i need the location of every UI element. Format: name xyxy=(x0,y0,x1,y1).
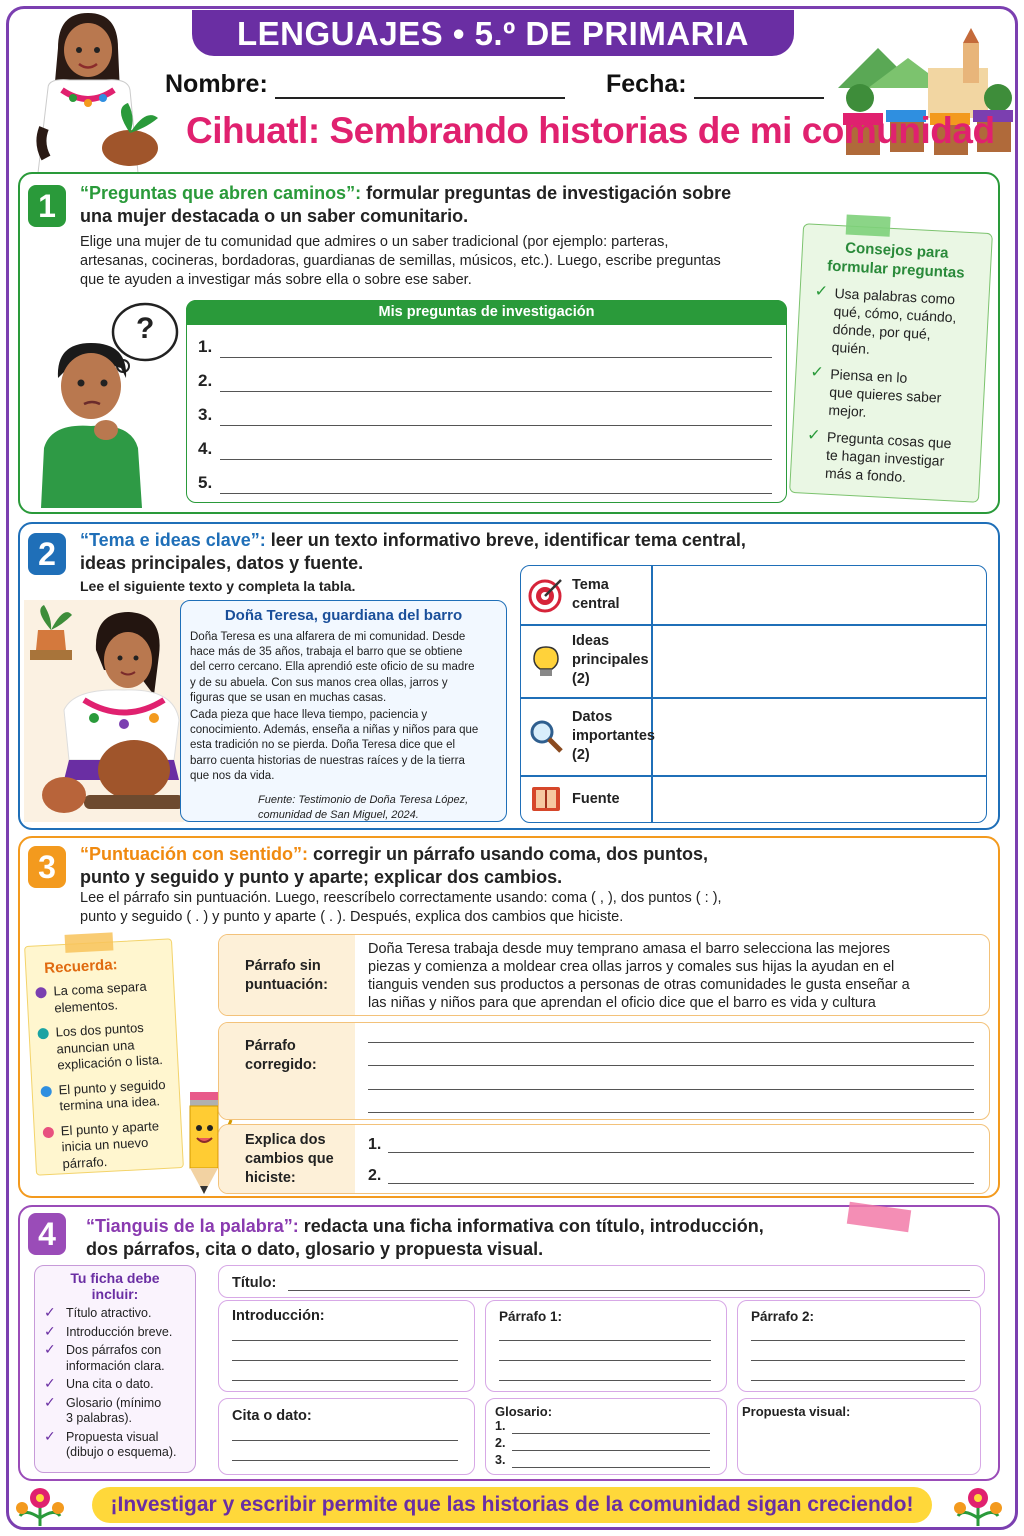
question-number: 2. xyxy=(198,371,213,390)
important-data-label: Datos importantes (2) xyxy=(572,708,655,763)
lightbulb-icon xyxy=(528,643,564,679)
bullet-icon xyxy=(40,1085,52,1097)
section-2-instruction: Lee el siguiente texto y completa la tabla. xyxy=(80,578,356,594)
checklist-item: ✓ Introducción breve. xyxy=(44,1322,173,1339)
remember-item: El punto y aparte inicia un nuevo párrafo. xyxy=(40,1117,182,1174)
explain-line[interactable] xyxy=(388,1152,974,1153)
explain-line-number: 1. xyxy=(368,1136,382,1153)
glossary-line[interactable] xyxy=(512,1450,710,1451)
tip-item: ✓ Piensa en lo que quieres saber mejor. xyxy=(809,363,942,420)
name-label: Nombre: xyxy=(165,70,268,98)
name-field[interactable] xyxy=(165,70,565,99)
question-answer-line[interactable] xyxy=(220,391,772,392)
check-icon: ✓ xyxy=(44,1375,56,1391)
subject-banner: LENGUAJES • 5.º DE PRIMARIA xyxy=(192,10,794,56)
flower-left-icon xyxy=(10,1478,70,1528)
section-3-instructions: Lee el párrafo sin puntuación. Luego, reescríbelo correctamente usando: coma ( , ), dos puntos ( : ), punto y seguido ( . ) y punto y aparte ( . ). Después, explica dos cambios que hiciste. xyxy=(80,890,722,925)
unpunctuated-paragraph: Doña Teresa trabaja desde muy temprano amasa el barro selecciona las mejores piezas y comienza a moldear crea ollas jarros y comales sus hijas la ayudan en el tianguis venden sus productos a personas de otras comunidades le gusta enseñar a las niñas y niños para que aprendan el oficio dice que el barro es vida y cultura xyxy=(368,941,910,1011)
glossary-line-number: 3. xyxy=(495,1453,506,1467)
title-field[interactable] xyxy=(218,1265,985,1298)
remember-item: Los dos puntos anuncian una explicación o lista. xyxy=(35,1018,177,1075)
remember-item: La coma separa elementos. xyxy=(33,977,175,1017)
title-label: Título: xyxy=(232,1275,277,1291)
section-1-heading: “Preguntas que abren caminos”: formular preguntas de investigación sobre una mujer destacada o un saber comunitario. xyxy=(80,183,732,226)
question-answer-line[interactable] xyxy=(220,357,772,358)
reading-text-source: Fuente: Testimonio de Doña Teresa López, comunidad de San Miguel, 2024. xyxy=(258,794,469,821)
explain-line[interactable] xyxy=(388,1183,974,1184)
reading-text-title: Doña Teresa, guardiana del barro xyxy=(224,607,463,624)
corrected-line[interactable] xyxy=(368,1112,974,1113)
section-3-heading: “Puntuación con sentido”: corregir un párrafo usando coma, dos puntos, punto y seguido y punto y aparte; explicar dos cambios. xyxy=(80,844,709,887)
remember-title: Recuerda: xyxy=(43,956,118,977)
checklist-item: ✓ Propuesta visual (dibujo o esquema). xyxy=(44,1427,177,1459)
potter-woman-illustration xyxy=(24,600,184,822)
bullet-icon xyxy=(37,1028,49,1040)
question-number: 4. xyxy=(198,439,213,458)
corrected-label: Párrafo corregido: xyxy=(245,1038,317,1073)
checklist-item: ✓ Dos párrafos con información clara. xyxy=(44,1341,165,1373)
date-field[interactable] xyxy=(606,70,824,99)
corrected-line[interactable] xyxy=(368,1065,974,1066)
glossary-line-number: 1. xyxy=(495,1419,506,1433)
bullet-icon xyxy=(35,987,47,999)
questions-table xyxy=(186,300,787,503)
footer-banner: ¡Investigar y escribir permite que las historias de la comunidad sigan creciendo! xyxy=(92,1487,932,1523)
name-line[interactable] xyxy=(275,73,565,99)
glossary-line[interactable] xyxy=(512,1467,710,1468)
question-number: 1. xyxy=(198,337,213,356)
question-answer-line[interactable] xyxy=(220,425,772,426)
question-number: 3. xyxy=(198,405,213,424)
tip-item: ✓ Pregunta cosas que te hagan investigar más a fondo. xyxy=(806,426,952,485)
paragraph-2-label: Párrafo 2: xyxy=(751,1309,815,1324)
check-icon: ✓ xyxy=(44,1393,56,1410)
check-icon: ✓ xyxy=(44,1322,56,1339)
questions-table-header: Mis preguntas de investigación xyxy=(186,300,787,325)
reading-text-body: Doña Teresa es una alfarera de mi comunidad. Desde hace más de 35 años, trabaja el barro que se obtiene del cerro cercano. Ella aprendió este oficio de su madre y de su abuela. Con sus manos crea ollas, jarros y figuras que se usan en muchas casas. Cada pieza que hace lleva tiempo, paciencia y conocimiento. Además, enseña a niñas y niños para que esta tradición no se pierda. Doña Teresa dice que el barro cuenta historias de nuestras raíces y de la tierra que nos da vida. xyxy=(190,631,479,782)
tips-note xyxy=(789,223,993,503)
glossary-label: Glosario: xyxy=(495,1404,553,1419)
bullet-icon xyxy=(43,1126,55,1138)
explain-line-number: 2. xyxy=(368,1167,382,1184)
check-icon: ✓ xyxy=(44,1304,56,1320)
main-ideas-label: Ideas principales (2) xyxy=(572,633,649,687)
checklist-item: ✓ Glosario (mínimo 3 palabras). xyxy=(44,1393,162,1425)
explain-label: Explica dos cambios que hiciste: xyxy=(245,1132,334,1186)
girl-with-plant-illustration xyxy=(18,8,168,173)
glossary-line[interactable] xyxy=(512,1433,710,1434)
question-answer-line[interactable] xyxy=(220,459,772,460)
worksheet-title: Cihuatl: Sembrando historias de mi comunidad xyxy=(186,110,995,151)
corrected-line[interactable] xyxy=(368,1042,974,1043)
check-icon: ✓ xyxy=(806,426,821,445)
flower-right-icon xyxy=(948,1478,1008,1528)
source-answer-cell[interactable] xyxy=(654,777,984,821)
tips-title: Consejos para formular preguntas xyxy=(826,239,966,282)
remember-item: El punto y seguido termina una idea. xyxy=(38,1076,180,1116)
main-ideas-answer-cell[interactable] xyxy=(654,626,984,695)
section-4-number: 4 xyxy=(28,1213,66,1255)
target-icon xyxy=(528,577,564,613)
intro-label: Introducción: xyxy=(232,1308,325,1324)
visual-proposal-label: Propuesta visual: xyxy=(742,1404,851,1419)
check-icon: ✓ xyxy=(814,282,829,301)
corrected-line[interactable] xyxy=(368,1089,974,1090)
check-icon: ✓ xyxy=(44,1427,56,1444)
section-2-heading: “Tema e ideas clave”: leer un texto informativo breve, identificar tema central, ideas principales, datos y fuente. xyxy=(80,530,746,573)
remember-note xyxy=(24,938,184,1175)
checklist-item: ✓ Título atractivo. xyxy=(44,1304,152,1320)
thinking-boy-illustration xyxy=(36,338,146,508)
date-line[interactable] xyxy=(694,73,824,99)
paragraph-1-label: Párrafo 1: xyxy=(499,1309,563,1324)
date-label: Fecha: xyxy=(606,70,687,98)
quote-label: Cita o dato: xyxy=(232,1408,312,1424)
unpunctuated-label: Párrafo sin puntuación: xyxy=(245,958,328,993)
central-theme-answer-cell[interactable] xyxy=(654,567,984,622)
section-4-heading: “Tianguis de la palabra”: redacta una ficha informativa con título, introducción, dos párrafos, cita o dato, glosario y propuesta visual. xyxy=(86,1216,764,1259)
glossary-line-number: 2. xyxy=(495,1436,506,1450)
question-mark: ? xyxy=(136,312,155,345)
section-1-instructions: Elige una mujer de tu comunidad que admires o un saber tradicional (por ejemplo: parteras, artesanas, cocineras, bordadoras, guardianas de semillas, músicos, etc.). Luego, escribe preguntas que te ayuden a investigar más sobre ella o sobre ese saber. xyxy=(80,234,721,288)
central-theme-label: Tema central xyxy=(572,576,620,612)
checklist-title: Tu ficha debe incluir: xyxy=(70,1270,160,1302)
checklist-item: ✓ Una cita o dato. xyxy=(44,1375,154,1391)
check-icon: ✓ xyxy=(44,1341,56,1357)
book-icon xyxy=(528,781,564,817)
important-data-answer-cell[interactable] xyxy=(654,699,984,773)
tip-item: ✓ Usa palabras como qué, cómo, cuándo, dónde, por qué, quién. xyxy=(814,282,957,357)
question-answer-line[interactable] xyxy=(220,493,772,494)
magnifier-icon xyxy=(528,718,564,754)
section-3-number: 3 xyxy=(28,846,66,888)
question-number: 5. xyxy=(198,473,213,492)
source-label: Fuente xyxy=(572,790,620,807)
section-1-number: 1 xyxy=(28,185,66,227)
check-icon: ✓ xyxy=(809,363,825,382)
section-2-number: 2 xyxy=(28,533,66,575)
